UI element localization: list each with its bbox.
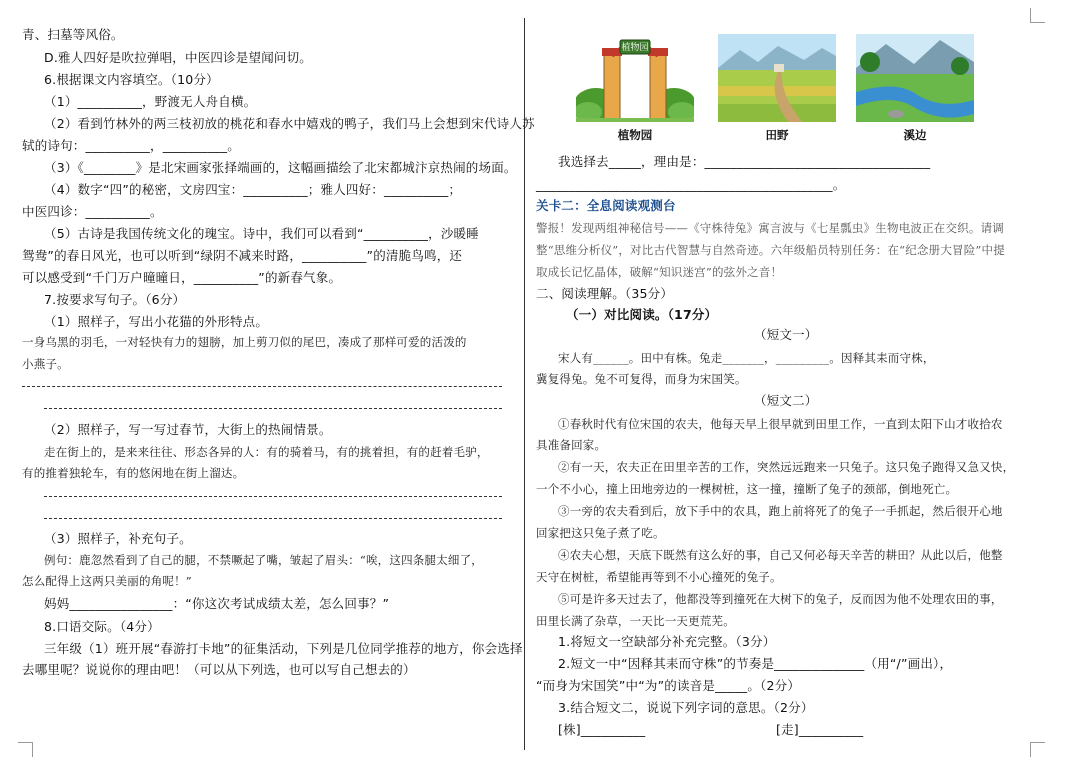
caption-creek: 溪边 bbox=[903, 128, 927, 142]
paragraph: 田里长满了杂草，一天比一天更荒芜。 bbox=[536, 614, 735, 628]
crop-mark bbox=[1030, 8, 1045, 23]
text-line: 青、扫墓等风俗。 bbox=[22, 27, 124, 42]
creek-image bbox=[856, 34, 974, 122]
subsection-title: （一）对比阅读。（17分） bbox=[566, 307, 718, 322]
paragraph: ②有一天，农夫正在田里辛苦的工作，突然远远跑来一只兔子。这只兔子跑得又急又快， bbox=[558, 460, 1015, 474]
question-6-5: 鸳鸯”的春日风光，也可以听到“绿阴不减来时路，__________”的清脆鸟鸣，还 bbox=[22, 248, 463, 263]
question-7-3: （3）照样子，补充句子。 bbox=[44, 531, 192, 546]
intro-text: 警报！发现两组神秘信号——《守株待兔》寓言波与《七星瓢虫》生物电波正在交织。请调 bbox=[536, 221, 1004, 235]
gate-sign-text: 植物园 bbox=[621, 43, 649, 53]
paragraph: 回家把这只兔子煮了吃。 bbox=[536, 526, 665, 540]
question-8-text: 去哪里呢？说说你的理由吧！（可以从下列选，也可以写自己想去的） bbox=[22, 662, 416, 677]
reading-question-1: 1.将短文一空缺部分补充完整。（3分） bbox=[558, 634, 776, 649]
answer-line[interactable] bbox=[44, 518, 502, 519]
question-6-1: （1）__________，野渡无人舟自横。 bbox=[44, 94, 257, 109]
choose-line[interactable]: ______________________________________________。 bbox=[536, 177, 846, 192]
text-1-body: 冀复得兔。兔不可复得，而身为宋国笑。 bbox=[536, 372, 747, 386]
question-6-5: （5）古诗是我国传统文化的瑰宝。诗中，我们可以看到“__________，沙暖睡 bbox=[44, 226, 479, 241]
word-blank-zou[interactable]: [走]__________ bbox=[776, 722, 864, 737]
garden-gate-image bbox=[576, 34, 694, 122]
answer-line[interactable] bbox=[22, 386, 502, 387]
crop-mark bbox=[18, 742, 33, 757]
question-8-text: 三年级（1）班开展“春游打卡地”的征集活动，下列是几位同学推荐的地方，你会选择 bbox=[44, 641, 523, 656]
reading-question-3: 3.结合短文二，说说下列字词的意思。（2分） bbox=[558, 700, 814, 715]
question-6-3: （3）《________》是北宋画家张择端画的，这幅画描绘了北宋都城汴京热闹的场面。 bbox=[44, 160, 517, 175]
paragraph: 一个不小心，撞上田地旁边的一棵树桩，这一撞，撞断了兔子的颈部，倒地死亡。 bbox=[536, 482, 958, 496]
example-text: 小燕子。 bbox=[22, 357, 69, 371]
example-text: 一身乌黑的羽毛，一对轻快有力的翅膀，加上剪刀似的尾巴，凑成了那样可爱的活泼的 bbox=[22, 335, 467, 349]
example-text: 例句：鹿忽然看到了自己的腿，不禁噘起了嘴，皱起了眉头：“唉，这四条腿太细了， bbox=[44, 553, 483, 567]
question-6-4: （4）数字“四”的秘密，文房四宝：__________；雅人四好：__________； bbox=[44, 182, 462, 197]
caption-garden: 植物园 bbox=[617, 128, 653, 142]
word-blank-zhu[interactable]: [株]__________ bbox=[558, 722, 646, 737]
question-7-title: 7.按要求写句子。（6分） bbox=[44, 292, 186, 307]
paragraph: 天守在树桩，希望能再等到不小心撞死的兔子。 bbox=[536, 570, 782, 584]
paragraph: 具准备回家。 bbox=[536, 438, 607, 452]
text-1-body: 宋人有______。田中有株。兔走_______，_________。因释其耒而守株， bbox=[558, 351, 935, 365]
question-7-2: （2）照样子，写一写过春节，大街上的热闹情景。 bbox=[44, 422, 332, 437]
intro-text: 取成长记忆晶体，破解“知识迷宫”的弦外之音！ bbox=[536, 265, 783, 279]
answer-line[interactable] bbox=[44, 408, 502, 409]
text-1-title: （短文一） bbox=[754, 327, 818, 342]
reading-question-2: 2.短文一中“因释其耒而守株”的节奏是______________（用“/”画出）， bbox=[558, 656, 953, 671]
example-text: 怎么配得上这两只美丽的角呢！” bbox=[22, 574, 192, 588]
example-text: 有的推着独轮车，有的悠闲地在街上溜达。 bbox=[22, 466, 245, 480]
example-text: 走在街上的，是来来往往、形态各异的人：有的骑着马，有的挑着担，有的赶着毛驴， bbox=[44, 445, 489, 459]
question-8-title: 8.口语交际。（4分） bbox=[44, 619, 160, 634]
question-6-title: 6.根据课文内容填空。（10分） bbox=[44, 72, 219, 87]
paragraph: ③一旁的农夫看到后，放下手中的农具，跑上前将死了的兔子一手抓起，然后很开心地 bbox=[558, 504, 1003, 518]
choose-line[interactable]: 我选择去_____，理由是：___________________________________ bbox=[558, 154, 931, 169]
question-6-2: 轼的诗句：__________，__________。 bbox=[22, 138, 240, 153]
question-6-2: （2）看到竹林外的两三枝初放的桃花和春水中嬉戏的鸭子，我们马上会想到宋代诗人苏 bbox=[44, 116, 535, 131]
question-6-4: 中医四诊：__________。 bbox=[22, 204, 163, 219]
answer-line[interactable] bbox=[44, 496, 502, 497]
paragraph: ④农夫心想，天底下既然有这么好的事，自己又何必每天辛苦的耕田？从此以后，他整 bbox=[558, 548, 1003, 562]
section-2-title: 二、阅读理解。（35分） bbox=[536, 286, 674, 301]
crop-mark bbox=[1030, 742, 1045, 757]
text-2-title: （短文二） bbox=[754, 393, 818, 408]
level-2-heading: 关卡二：全息阅读观测台 bbox=[536, 198, 676, 213]
question-7-1: （1）照样子，写出小花猫的外形特点。 bbox=[44, 314, 269, 329]
paragraph: ⑤可是许多天过去了，他都没等到撞死在大树下的兔子，反而因为他不处理农田的事， bbox=[558, 592, 1003, 606]
intro-text: 整“思维分析仪”，对比古代智慧与自然奇迹。六年级船员特别任务：在“纪念册大冒险”中提 bbox=[536, 243, 1005, 257]
reading-question-2: “而身为宋国笑”中“为”的读音是_____。（2分） bbox=[536, 678, 801, 693]
text-line: D.雅人四好是吹拉弹唱，中医四诊是望闻问切。 bbox=[44, 50, 312, 65]
field-image bbox=[718, 34, 836, 122]
question-7-3-answer[interactable]: 妈妈________________：“你这次考试成绩太差，怎么回事？” bbox=[44, 596, 390, 611]
paragraph: ①春秋时代有位宋国的农夫，他每天早上很早就到田里工作，一直到太阳下山才收拾农 bbox=[558, 417, 1003, 431]
question-6-5: 可以感受到“千门万户曈曈日，__________”的新春气象。 bbox=[22, 270, 342, 285]
caption-field: 田野 bbox=[765, 128, 789, 142]
